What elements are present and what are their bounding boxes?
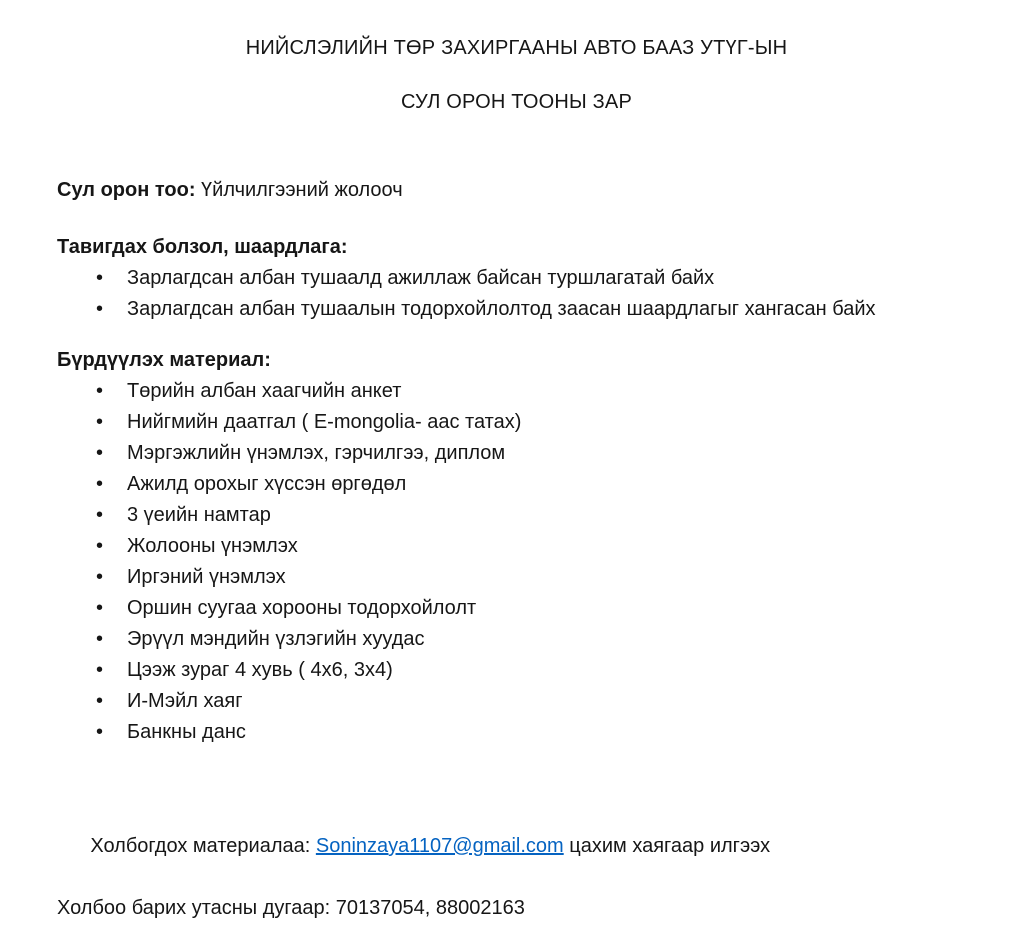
requirements-list (57, 263, 976, 325)
contact-email-prefix: Холбогдох материалаа: (90, 835, 316, 857)
material-item: • Оршин суугаа хорооны тодорхойлолт (127, 593, 976, 624)
material-item: • Иргэний үнэмлэх (127, 562, 976, 593)
contact-block (57, 800, 976, 924)
material-item: • 3 үеийн намтар (127, 500, 976, 531)
contact-email-line (57, 800, 976, 893)
material-item: • Жолооны үнэмлэх (127, 531, 976, 562)
materials-heading: Бүрдүүлэх материал: (57, 349, 271, 371)
material-item: • Мэргэжлийн үнэмлэх, гэрчилгээ, диплом (127, 438, 976, 469)
requirement-item: • Зарлагдсан албан тушаалд ажиллаж байсан туршлагатай байх (127, 263, 976, 294)
email-link[interactable]: Soninzaya1107@gmail.com (315, 835, 564, 857)
material-item: • Банкны данс (127, 717, 976, 748)
contact-phone-line: Холбоо барих утасны дугаар: 70137054, 88002163 (57, 897, 525, 919)
materials-list (57, 376, 976, 748)
requirement-item: • Зарлагдсан албан тушаалын тодорхойлолтод заасан шаардлагыг хангасан байх (127, 294, 976, 325)
requirements-heading: Тавигдах болзол, шаардлага: (57, 236, 348, 258)
material-item: • Төрийн албан хаагчийн анкет (127, 376, 976, 407)
material-item: • Цээж зураг 4 хувь ( 4x6, 3x4) (127, 655, 976, 686)
document-title: НИЙСЛЭЛИЙН ТӨР ЗАХИРГААНЫ АВТО БААЗ УТҮГ-ЫН (245, 37, 788, 59)
document-subtitle: СУЛ ОРОН ТООНЫ ЗАР (400, 91, 632, 113)
vacancy-line (57, 175, 976, 206)
vacancy-label: Сул орон тоо: (57, 179, 196, 201)
contact-email-suffix: цахим хаягаар илгээх (563, 835, 771, 857)
material-item: • Ажилд орохыг хүссэн өргөдөл (127, 469, 976, 500)
material-item: • Эрүүл мэндийн үзлэгийн хуудас (127, 624, 976, 655)
material-item: • И-Мэйл хаяг (127, 686, 976, 717)
vacancy-value: Үйлчилгээний жолооч (195, 179, 403, 201)
material-item: • Нийгмийн даатгал ( E-mongolia- аас татах) (127, 407, 976, 438)
